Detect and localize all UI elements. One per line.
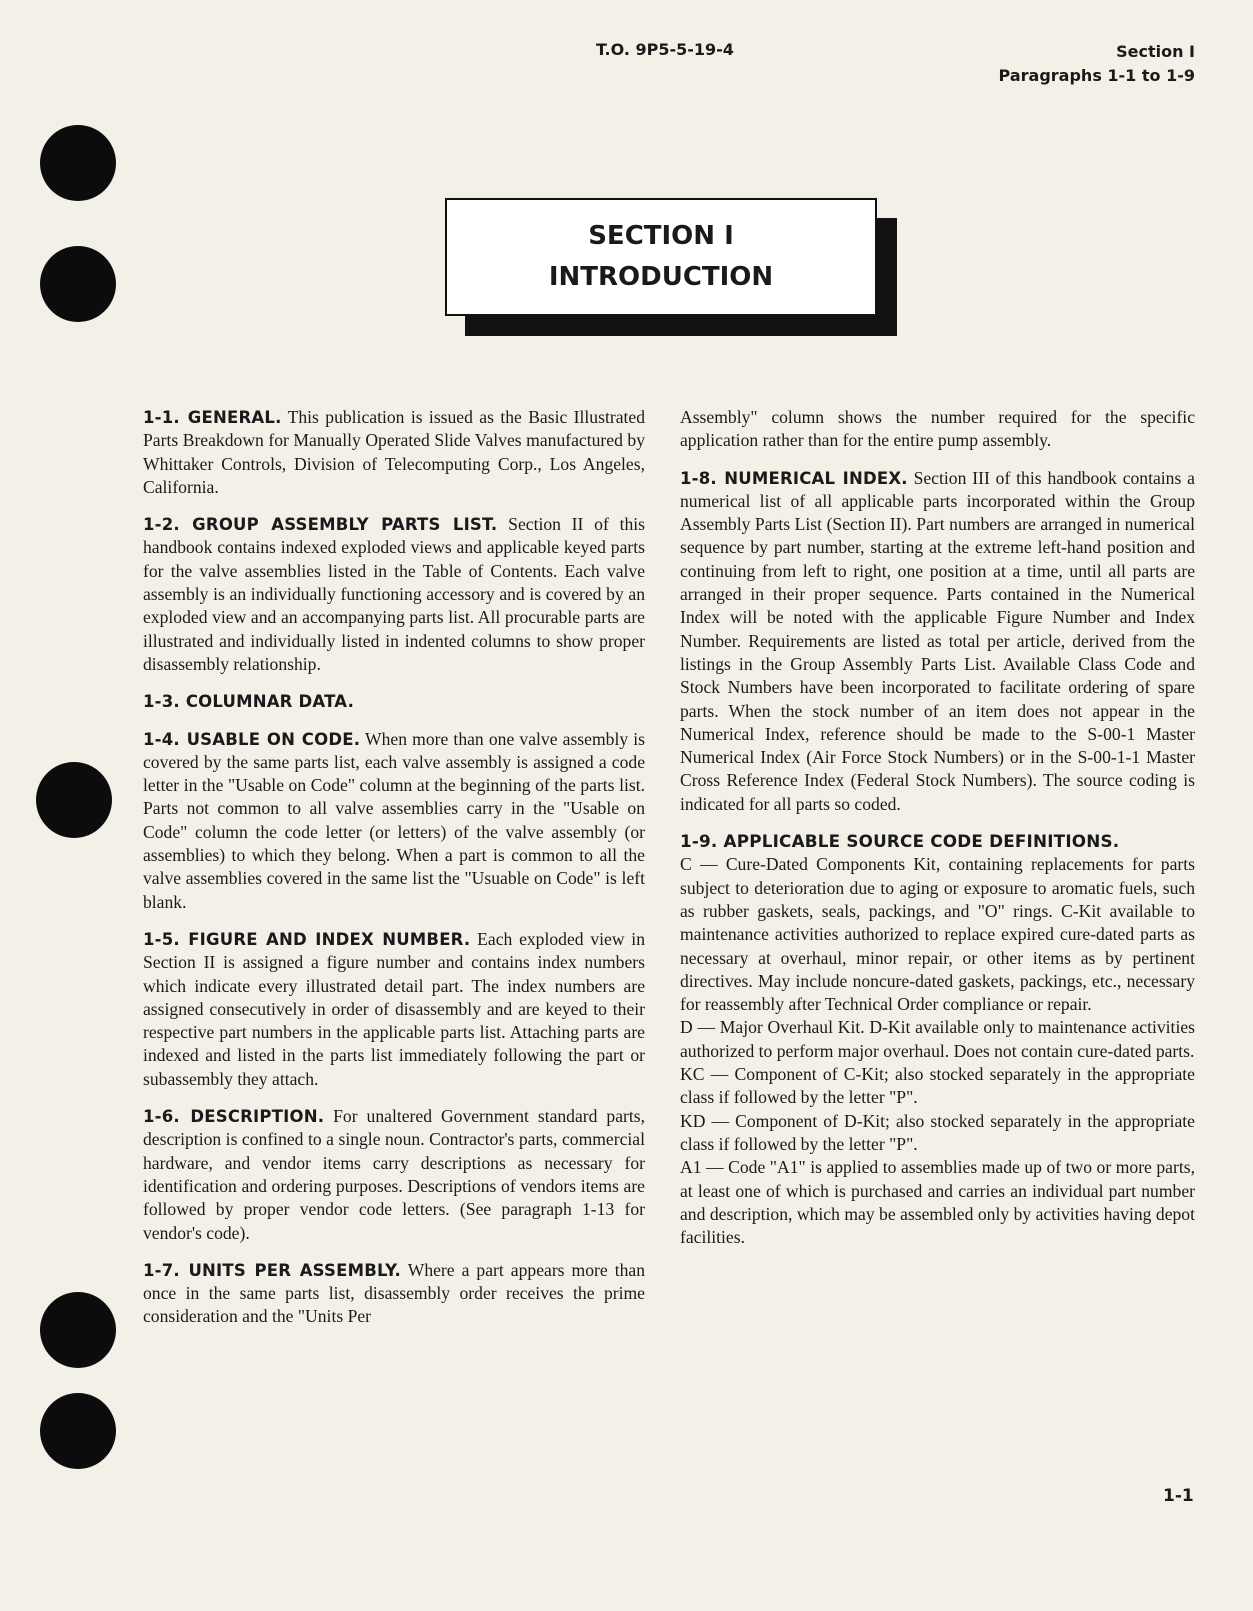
section-label: Section I — [1116, 42, 1195, 61]
right-column — [680, 406, 1195, 1249]
section-title: SECTION I — [588, 221, 734, 251]
paragraph: 1-5. FIGURE AND INDEX NUMBER. Each exploded view in Section II is assigned a figure number and contains index numbers which indicate every illustrated detail part. The index numbers are assigned consecutively in order of disassembly and are keyed to their respective part numbers in the applicable parts list. Attaching parts are indexed and listed in the parts list immediately following the part or subassembly they attach. — [143, 928, 645, 1089]
punch-hole — [36, 762, 112, 838]
paragraph: 1-6. DESCRIPTION. For unaltered Government standard parts, description is confined to a single noun. Contractor's parts, commercial hardware, and vendor items carry descriptions as necessary for identification and ordering purposes. Descriptions of vendors items are followed by proper vendor code letters. (See paragraph 1-13 for vendor's code). — [143, 1106, 646, 1243]
doc-number: T.O. 9P5-5-19-4 — [596, 40, 734, 59]
paragraph: 1-3. COLUMNAR DATA. — [143, 692, 355, 712]
paragraph-heading: 1-9. APPLICABLE SOURCE CODE DEFINITIONS. — [680, 831, 1120, 852]
paragraph: 1-7. UNITS PER ASSEMBLY. Where a part appears more than once in the same parts list, disassembly order receives the prime consideration and the "Units Per — [143, 1259, 645, 1327]
section-subtitle: INTRODUCTION — [548, 262, 774, 292]
punch-hole — [40, 246, 116, 322]
paragraph-range: Paragraphs 1-1 to 1-9 — [998, 66, 1195, 85]
left-column — [143, 406, 645, 1343]
punch-hole — [40, 1292, 116, 1368]
paragraph: 1-1. GENERAL. This publication is issued as the Basic Illustrated Parts Breakdown for Manually Operated Slide Valves manufactured by Whittaker Controls, Division of Telecomputing Corp., Los Angeles, California. — [143, 407, 645, 497]
paragraph-continuation: Assembly" column shows the number required for the specific application rather than for the entire pump assembly. — [680, 407, 1195, 451]
punch-hole — [40, 1393, 116, 1469]
definition: C — Cure-Dated Components Kit, containing replacements for parts subject to deterioration due to aging or exposure to aromatic fuels, such as rubber gaskets, seals, packings, and "O" rings. C-Kit available to maintenance activities authorized to replace expired cure-dated parts as necessary at overhaul, minor repair, or other items as by pertinent directives. May include noncure-dated gaskets, packings, etc., necessary for reassembly after Technical Order compliance or repair. — [680, 854, 1195, 1015]
paragraph: 1-8. NUMERICAL INDEX. Section III of this handbook contains a numerical list of all applicable parts incorporated within the Group Assembly Parts List (Section II). Part numbers are arranged in numerical sequence by part number, starting at the extreme left-hand position and continuing from left to right, one position at a time, until all parts are arranged in their proper sequence. Parts contained in the Numerical Index will be noted with the applicable Figure Number and Index Number. Requirements are listed as total per article, derived from the listings in the Group Assembly Parts List. Available Class Code and Stock Numbers have been incorporated to facilitate ordering of spare parts. When the stock number of an item does not appear in the Numerical Index, reference should be made to the S-00-1 Master Numerical Index (Air Force Stock Numbers) or in the S-00-1-1 Master Cross Reference Index (Federal Stock Numbers). The source coding is indicated for all parts so coded. — [680, 467, 1195, 814]
punch-hole — [40, 125, 116, 201]
definition: D — Major Overhaul Kit. D-Kit available only to maintenance activities authorized to perform major overhaul. Does not contain cure-dated parts. — [680, 1017, 1195, 1061]
paragraph: 1-4. USABLE ON CODE. When more than one valve assembly is covered by the same parts list, each valve assembly is assigned a code letter in the "Usable on Code" column at the beginning of the parts list. Parts not common to all valve assemblies carry in the "Usable on Code" column the code letter (or letters) of the valve assembly (or assemblies) to which they belong. When a part is common to all the valve assemblies covered in the same list the "Usuable on Code" is left blank. — [143, 728, 646, 912]
paragraph: 1-2. GROUP ASSEMBLY PARTS LIST. Section II of this handbook contains indexed exploded views and applicable keyed parts for the valve assemblies listed in the Table of Contents. Each valve assembly is an individually functioning accessory and is covered by an exploded view and an accompanying parts list. All procurable parts are illustrated and individually listed in indented columns to show proper disassembly relationship. — [143, 514, 645, 674]
page-number: 1-1 — [1163, 1486, 1194, 1506]
definition: KD — Component of D-Kit; also stocked separately in the appropriate class if followed by the letter "P". — [680, 1110, 1195, 1154]
definition: A1 — Code "A1" is applied to assemblies made up of two or more parts, at least one of which is purchased and carries an individual part number and description, which may be assembled only by activities having depot facilities. — [680, 1157, 1195, 1248]
section-header — [999, 40, 1195, 88]
definition: KC — Component of C-Kit; also stocked separately in the appropriate class if followed by the letter "P". — [680, 1064, 1195, 1108]
title-box — [445, 198, 877, 316]
